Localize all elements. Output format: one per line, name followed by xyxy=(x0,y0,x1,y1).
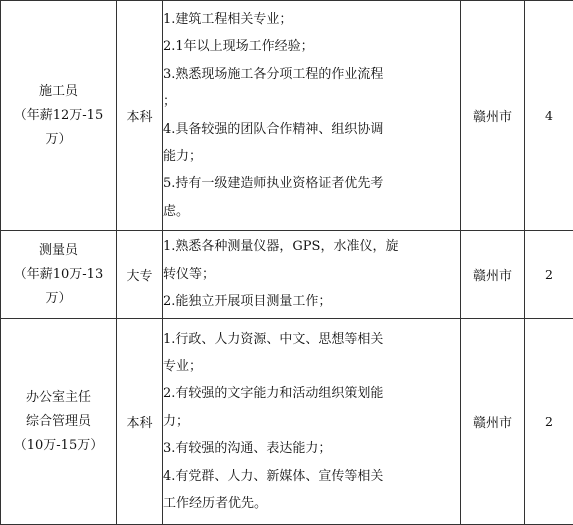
requirement-line: 1.行政、人力资源、中文、思想等相关 xyxy=(163,326,460,353)
requirement-line: 虑。 xyxy=(163,198,460,225)
table-row xyxy=(1,319,573,525)
job-title: 施工员 xyxy=(1,80,116,104)
requirement-line: 能力； xyxy=(163,143,460,170)
requirement-line: 转仪等； xyxy=(163,261,460,288)
job-salary-tail: 万） xyxy=(1,287,116,311)
requirement-line: 2.能独立开展项目测量工作； xyxy=(163,288,460,315)
city-cell: 赣州市 xyxy=(461,231,525,319)
headcount-cell: 4 xyxy=(525,1,573,231)
job-salary-tail: 万） xyxy=(1,128,116,152)
requirement-line: 2.1年以上现场工作经验； xyxy=(163,33,460,60)
requirements-cell xyxy=(163,319,461,525)
requirement-line: 3.有较强的沟通、表达能力； xyxy=(163,435,460,462)
requirements-cell xyxy=(163,1,461,231)
job-title: 办公室主任 xyxy=(1,386,116,410)
job-title-cell xyxy=(1,1,117,231)
job-salary: （年薪10万-13 xyxy=(1,263,116,287)
job-title: 测量员 xyxy=(1,239,116,263)
requirement-line: ； xyxy=(163,88,460,115)
requirement-line: 5.持有一级建造师执业资格证者优先考 xyxy=(163,170,460,197)
job-title-cell xyxy=(1,231,117,319)
requirement-line: 力； xyxy=(163,408,460,435)
requirement-line: 专业； xyxy=(163,353,460,380)
job-salary: （年薪12万-15 xyxy=(1,104,116,128)
education-cell: 本科 xyxy=(117,1,163,231)
job-salary: （10万-15万） xyxy=(1,434,116,458)
headcount-cell: 2 xyxy=(525,231,573,319)
requirement-line: 1.熟悉各种测量仪器，GPS，水准仪，旋 xyxy=(163,233,460,260)
requirement-line: 3.熟悉现场施工各分项工程的作业流程 xyxy=(163,61,460,88)
job-title-cell xyxy=(1,319,117,525)
education-cell: 本科 xyxy=(117,319,163,525)
requirements-cell xyxy=(163,231,461,319)
city-cell: 赣州市 xyxy=(461,1,525,231)
education-cell: 大专 xyxy=(117,231,163,319)
table-row xyxy=(1,1,573,231)
requirement-line: 4.有党群、人力、新媒体、宣传等相关 xyxy=(163,463,460,490)
city-cell: 赣州市 xyxy=(461,319,525,525)
table-row xyxy=(1,231,573,319)
requirement-line: 1.建筑工程相关专业； xyxy=(163,6,460,33)
headcount-cell: 2 xyxy=(525,319,573,525)
job-title-secondary: 综合管理员 xyxy=(1,410,116,434)
requirement-line: 2.有较强的文字能力和活动组织策划能 xyxy=(163,380,460,407)
requirement-line: 工作经历者优先。 xyxy=(163,490,460,517)
requirement-line: 4.具备较强的团队合作精神、组织协调 xyxy=(163,116,460,143)
